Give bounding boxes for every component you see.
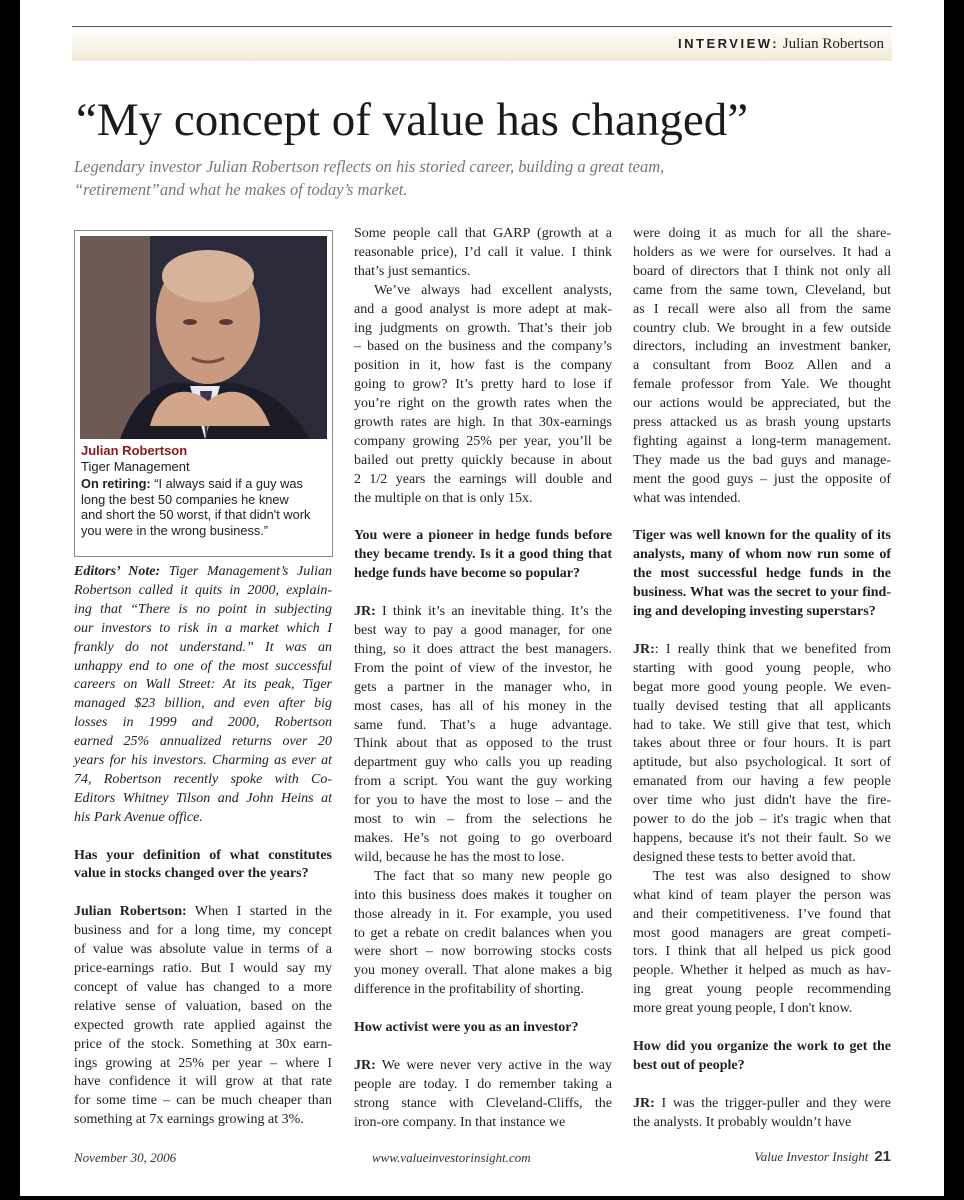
quote-line: and short the 50 worst, if that didn't work bbox=[81, 507, 311, 522]
editors-note-line: frankly do not understand.” It was an bbox=[74, 639, 332, 655]
body-line: bailed out pretty quickly because in about bbox=[354, 452, 612, 468]
editors-note-line: losses in 1999 and 2000, Robertson bbox=[74, 715, 332, 731]
answer-line: same fund. That’s a huge advantage. bbox=[354, 717, 612, 733]
body-line: growth rates are high. In that 30x-earnings bbox=[354, 415, 612, 431]
answer-line: people are today. I do remember taking a bbox=[354, 1076, 612, 1092]
answer-line: expected growth rate applied against the bbox=[74, 1017, 332, 1033]
answer-line: most cases, has all of his money in the bbox=[354, 698, 612, 714]
speaker-label: JR: bbox=[633, 641, 655, 657]
answer-line: strong stance with Cleveland-Cliffs, the bbox=[354, 1095, 612, 1111]
body-line: were short – now borrowing stocks costs bbox=[354, 944, 612, 960]
body-line: a consultant from Booz Allen and a bbox=[633, 358, 891, 374]
section-header-band bbox=[72, 26, 892, 61]
quote-line: long the best 50 companies he knew bbox=[81, 491, 289, 507]
body-line: most good managers are great competi- bbox=[633, 925, 891, 941]
answer-line: price of the stock. Something at 30x earn- bbox=[74, 1036, 332, 1052]
paragraph-gap bbox=[633, 1019, 891, 1038]
answer-line: over time who just didn't have the fire- bbox=[633, 793, 891, 809]
answer-line: from a script. You want the guy working bbox=[354, 774, 612, 790]
answer-line: iron-ore company. In that instance we bbox=[354, 1114, 566, 1130]
answer-line: happens, because it's not their fault. So we bbox=[633, 830, 891, 846]
question-line: Tiger was well known for the quality of its bbox=[633, 528, 891, 544]
article-title: “My concept of value has changed” bbox=[76, 94, 749, 146]
column-3 bbox=[633, 225, 891, 1132]
speaker-text: : I really think that we benefited from bbox=[654, 641, 891, 657]
body-line: directors, including an investment banker, bbox=[633, 339, 891, 355]
answer-line: concept of value has changed to a more bbox=[74, 979, 332, 995]
answer-line: have confidence it will grow at that rate bbox=[74, 1074, 332, 1090]
body-line: fighting against a long-term management. bbox=[633, 433, 891, 449]
answer-line: most to win – from the selections he bbox=[354, 812, 612, 828]
answer-line bbox=[74, 903, 332, 922]
publication-name: Value Investor Insight bbox=[754, 1149, 869, 1164]
editors-note-line: earned 25% annualized returns over 20 bbox=[74, 734, 332, 750]
paragraph-gap bbox=[74, 828, 332, 847]
body-line: the multiple on that is only 15x. bbox=[354, 490, 533, 506]
speaker-text: When I started in the bbox=[186, 904, 332, 920]
section-kicker: INTERVIEW: bbox=[678, 36, 780, 51]
body-line: our actions would be appreciated, but the bbox=[633, 396, 891, 412]
answer-line: takes about three or four hours. It is part bbox=[633, 736, 891, 752]
quote-text: “I always said if a guy was bbox=[150, 476, 303, 491]
footer-url[interactable]: www.valueinvestorinsight.com bbox=[372, 1150, 531, 1165]
answer-line: emanated from our having a few people bbox=[633, 774, 891, 790]
body-line: ment the good guys – just the opposite of bbox=[633, 471, 891, 487]
paragraph-gap bbox=[633, 1076, 891, 1095]
body-line: that’s just semantics. bbox=[354, 263, 471, 279]
body-line: to get a rebate on credit balances when you bbox=[354, 925, 612, 941]
body-line: going to grow? It’s pretty hard to lose if bbox=[354, 377, 612, 393]
answer-line: something at 7x earnings growing at 3%. bbox=[74, 1112, 304, 1128]
answer-line: ings growing at 25% per year – where I bbox=[74, 1055, 332, 1071]
body-line: board of directors that I think not only all bbox=[633, 263, 891, 279]
answer-line: business and for a long time, my concept bbox=[74, 923, 332, 939]
magazine-page bbox=[20, 0, 944, 1196]
portrait-illustration bbox=[80, 236, 327, 439]
body-line: reasonable price), I’d call it value. I think bbox=[354, 244, 612, 260]
answer-line: aptitude, but also psychological. It sort of bbox=[633, 755, 891, 771]
question-line: hedge funds have become so popular? bbox=[354, 566, 580, 582]
answer-line: price-earnings ratio. But I would say my bbox=[74, 961, 332, 976]
section-header bbox=[678, 36, 884, 53]
answer-line: Think about that as opposed to the trust bbox=[354, 736, 612, 752]
body-line: what kind of team player the person was bbox=[633, 887, 891, 903]
editors-note-line: years for his investors. Charming as ever at bbox=[74, 753, 332, 769]
question-line: How did you organize the work to get the bbox=[633, 1038, 891, 1054]
answer-line: wild, because he has the most to lose. bbox=[354, 849, 565, 865]
answer-line bbox=[354, 1057, 612, 1076]
editors-note-line bbox=[74, 563, 332, 582]
speaker-label: Julian Robertson: bbox=[74, 904, 187, 920]
body-line: holders as we were for ourselves. It had a bbox=[633, 244, 891, 260]
editors-note-line: his Park Avenue office. bbox=[74, 809, 203, 825]
paragraph-gap bbox=[633, 622, 891, 641]
body-line: country club. We brought in a few outside bbox=[633, 320, 891, 336]
speaker-text: I think it’s an inevitable thing. It’s the bbox=[375, 604, 612, 620]
footer-date: November 30, 2006 bbox=[74, 1150, 177, 1165]
body-line: as I recall were also all from the same bbox=[633, 301, 891, 317]
paragraph-gap bbox=[354, 509, 612, 528]
speaker-label: JR: bbox=[354, 1057, 376, 1073]
question-line: the most successful hedge funds in the bbox=[633, 566, 891, 582]
body-line: The fact that so many new people go bbox=[374, 868, 612, 884]
editors-note-line: unhappy end to one of the most successful bbox=[74, 658, 332, 674]
body-line: those already in it. For example, you used bbox=[354, 906, 612, 922]
body-line: – based on the business and the company’s bbox=[354, 339, 612, 355]
answer-line: designed these tests to better avoid that. bbox=[633, 849, 856, 865]
portrait-photo bbox=[80, 236, 327, 439]
body-line: you money overall. That alone makes a big bbox=[354, 963, 612, 979]
editors-note-line: our investors to risk in a market which I bbox=[74, 620, 332, 636]
speaker-label: JR: bbox=[354, 604, 376, 620]
body-line: position in it, how fast is the company bbox=[354, 358, 612, 374]
paragraph-gap bbox=[354, 584, 612, 603]
body-line: The test was also designed to show bbox=[653, 868, 891, 884]
speaker-text: I was the trigger-puller and they were bbox=[654, 1095, 891, 1111]
answer-line: starting with good young people, who bbox=[633, 660, 891, 676]
column-2 bbox=[354, 225, 612, 1132]
body-line: Some people call that GARP (growth at a bbox=[354, 226, 612, 241]
answer-line bbox=[354, 603, 612, 622]
body-line: into this business does makes it tougher on bbox=[354, 887, 612, 903]
body-line: female professor from Yale. We thought bbox=[633, 377, 891, 393]
quote-line: you were in the wrong business.” bbox=[81, 522, 269, 538]
speaker-label: Editors’ Note: bbox=[74, 564, 161, 579]
dek-line: “retirement”and what he makes of today’s market. bbox=[74, 180, 408, 199]
speaker-text: Tiger Management’s Julian bbox=[160, 564, 332, 579]
answer-line bbox=[633, 641, 891, 660]
answer-line: power to do the job – it's tragic when that bbox=[633, 812, 891, 828]
profile-sidebar bbox=[74, 230, 333, 557]
body-line: company growing 25% per year, you’ll be bbox=[354, 433, 612, 449]
quote-line bbox=[81, 476, 331, 492]
column-1 bbox=[74, 563, 332, 1130]
answer-line: tually devised testing that all applicants bbox=[633, 698, 891, 714]
caption-name: Julian Robertson bbox=[81, 443, 188, 458]
editors-note-line: ing that “There is no point in subjecting bbox=[74, 601, 332, 617]
editors-note-line: managed $23 billion, and even after big bbox=[74, 696, 332, 712]
answer-line: makes. He’s not going to go overboard bbox=[354, 830, 612, 846]
page-number: 21 bbox=[874, 1148, 891, 1165]
body-line: you’re right on the growth rates when the bbox=[354, 396, 612, 412]
answer-line: the analysts. It probably wouldn’t have bbox=[633, 1114, 852, 1130]
editors-note-line: 74, Robertson recently spoke with Co- bbox=[74, 771, 332, 787]
paragraph-gap bbox=[633, 509, 891, 528]
answer-line: department guy who calls you up reading bbox=[354, 755, 612, 771]
answer-line: thing, so it does attract the best managers. bbox=[354, 641, 612, 657]
body-line: and a good analyst is more adept at mak- bbox=[354, 301, 612, 317]
article-dek bbox=[74, 155, 894, 201]
question-line: business. What was the secret to your find- bbox=[633, 585, 891, 601]
paragraph-gap bbox=[74, 884, 332, 903]
answer-line: for you to have the most to lose – and the bbox=[354, 793, 612, 809]
body-line: what was intended. bbox=[633, 490, 741, 506]
answer-line: begat more good young people. We even- bbox=[633, 679, 891, 695]
speaker-text: We were never very active in the way bbox=[375, 1057, 612, 1073]
quote-label: On retiring: bbox=[81, 476, 151, 491]
question-line: Has your definition of what constitutes bbox=[74, 847, 332, 863]
body-line: ing great young people recommending bbox=[633, 982, 891, 998]
paragraph-gap bbox=[354, 1038, 612, 1057]
body-line: and their competitiveness. I’ve found that bbox=[633, 906, 891, 922]
answer-line: for some time – can be much cheaper than bbox=[74, 1093, 332, 1109]
caption-firm: Tiger Management bbox=[81, 459, 190, 474]
caption-quote bbox=[81, 476, 331, 538]
question-line: they became trendy. Is it a good thing that bbox=[354, 547, 612, 563]
body-line: We’ve always had excellent analysts, bbox=[374, 282, 612, 298]
question-line: You were a pioneer in hedge funds before bbox=[354, 528, 612, 544]
body-line: were doing it as much for all the share- bbox=[633, 226, 891, 241]
body-line: more great young people, I don't know. bbox=[633, 1001, 853, 1017]
body-line: tors. I think that all helped us pick good bbox=[633, 944, 891, 960]
answer-line: had to take. We still give that test, which bbox=[633, 717, 891, 733]
question-line: value in stocks changed over the years? bbox=[74, 866, 309, 882]
body-line: They made us the bad guys and manage- bbox=[633, 452, 891, 468]
speaker-label: JR: bbox=[633, 1095, 655, 1111]
body-line: came from the same town, Cleveland, but bbox=[633, 282, 891, 298]
answer-line: gets a partner in the manager who, in bbox=[354, 679, 612, 695]
paragraph-gap bbox=[354, 1000, 612, 1019]
body-line: people. Whether it helped as much as hav- bbox=[633, 963, 891, 979]
question-line: ing and developing investing superstars? bbox=[633, 604, 876, 620]
question-line: best out of people? bbox=[633, 1057, 745, 1073]
body-line: difference in the profitability of shorting. bbox=[354, 982, 584, 998]
body-line: press attacked us as brash young upstarts bbox=[633, 415, 891, 431]
body-line: ing judgments on growth. That’s their job bbox=[354, 320, 612, 336]
answer-line bbox=[633, 1095, 891, 1114]
answer-line: best way to pay a good manager, for one bbox=[354, 623, 612, 638]
footer-publication bbox=[754, 1148, 891, 1165]
answer-line: From the point of view of the investor, he bbox=[354, 660, 612, 676]
section-subject: Julian Robertson bbox=[782, 36, 884, 52]
editors-note-line: careers on Wall Street: At its peak, Tiger bbox=[74, 677, 332, 693]
body-line: 2 1/2 years the earnings will double and bbox=[354, 471, 612, 487]
question-line: analysts, many of whom now run some of bbox=[633, 547, 891, 563]
answer-line: relative sense of valuation, based on the bbox=[74, 998, 332, 1014]
answer-line: of value was absolute value in terms of a bbox=[74, 942, 332, 958]
editors-note-line: Robertson called it quits in 2000, explain- bbox=[74, 582, 332, 598]
dek-line: Legendary investor Julian Robertson reflects on his storied career, building a great team, bbox=[74, 157, 665, 176]
question-line: How activist were you as an investor? bbox=[354, 1020, 579, 1036]
editors-note-line: Editors Whitney Tilson and John Heins at bbox=[74, 790, 332, 806]
